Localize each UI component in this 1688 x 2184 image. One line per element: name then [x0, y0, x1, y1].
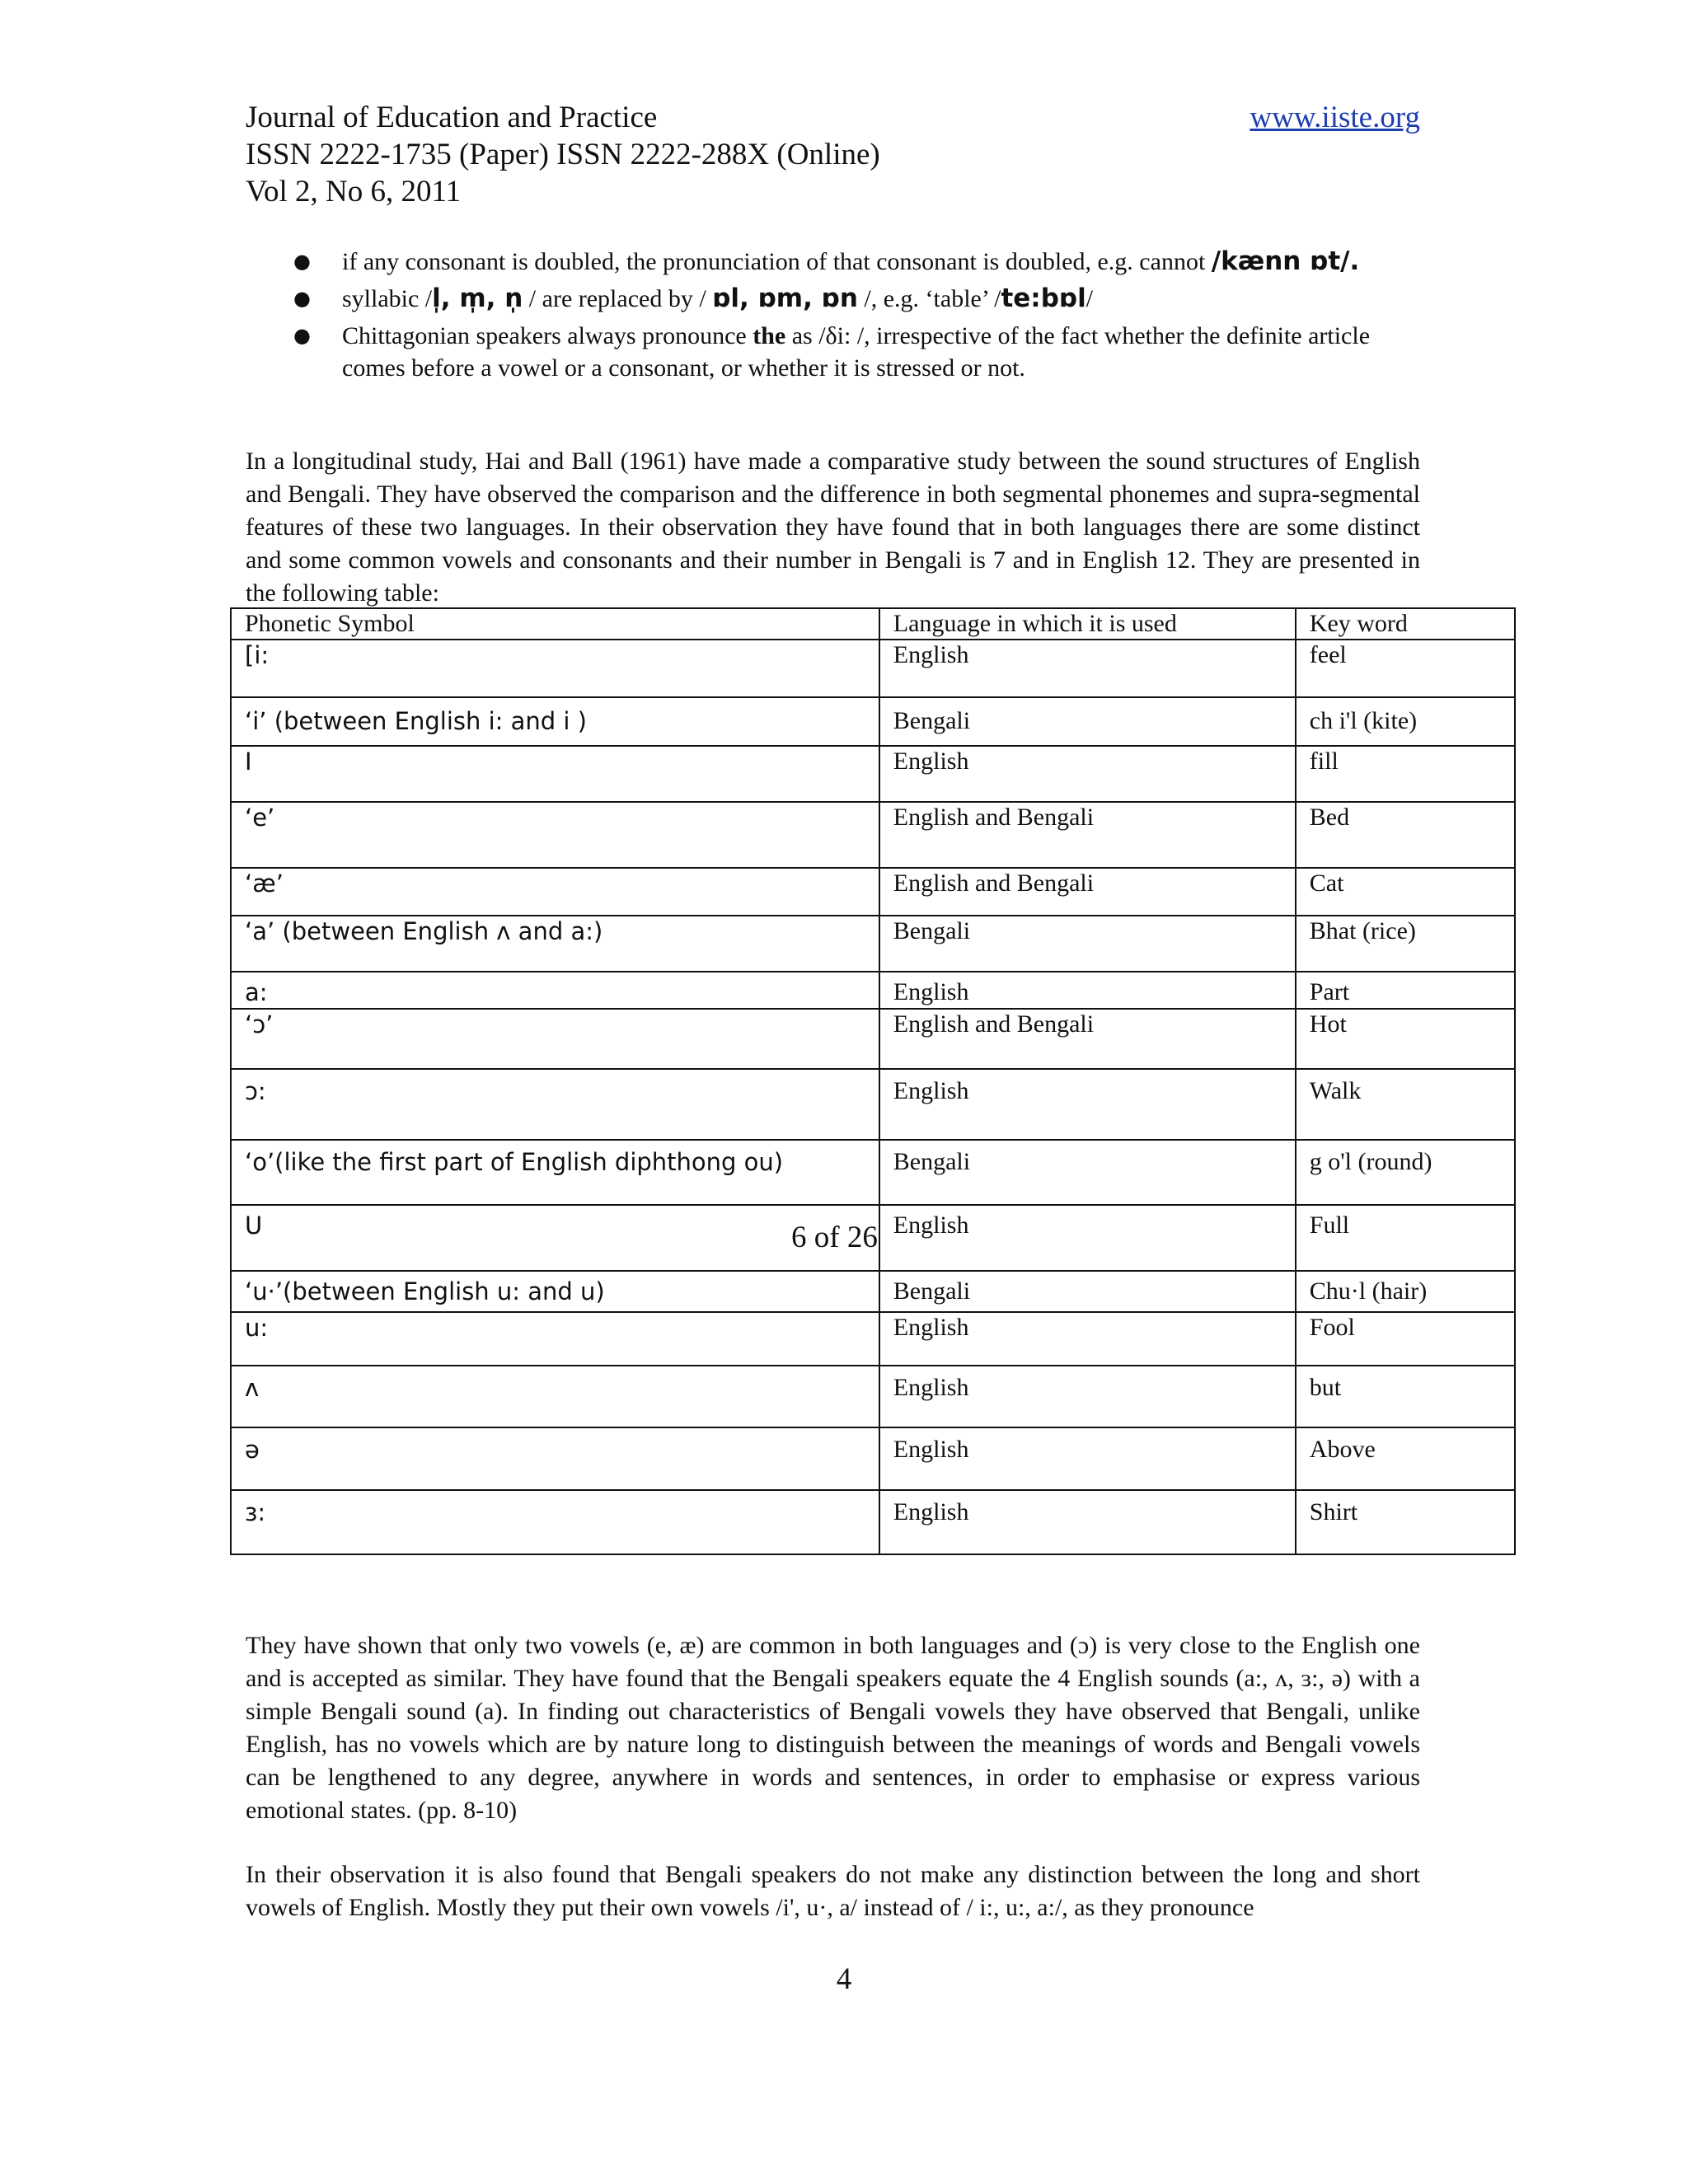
symbol-cell: ‘o’(like the first part of English diphthong ou) [231, 1140, 879, 1205]
symbol-cell: ‘a’ (between English ʌ and a:) [231, 916, 879, 972]
table-row [231, 1490, 1515, 1554]
ipa-replacement-symbols: ɒl, ɒm, ɒn [712, 284, 858, 313]
bullet-text: Chittagonian speakers always pronounce [342, 322, 753, 349]
language-cell: English [879, 640, 1296, 697]
bullet-text: / [1085, 285, 1094, 312]
symbol-cell: ‘ɔ’ [231, 1009, 879, 1069]
header-key-word: Key word [1296, 608, 1515, 640]
keyword-cell: ch i'l (kite) [1296, 697, 1515, 746]
page-counter-overlay: 6 of 26 [791, 1221, 878, 1254]
table-row [231, 1009, 1515, 1069]
bullet-text: as /δi: /, irrespective of the fact whether the definite article comes before a vowel or a consonant, or whether it is stressed or not. [342, 322, 1371, 382]
paragraph-common-vowels: They have shown that only two vowels (e, æ) are common in both languages and (ɔ) is very close to the English one and is accepted as similar. They have found that the Bengali speakers equate the 4 English sounds (a:, ʌ, ɜ:, ə) with a simple Bengali sound (a). In finding out characteristics of Bengali vowels they have observed that Bengali, unlike English, has no vowels which are by nature long to distinguish between the meanings of words and Bengali vowels can be lengthened to any degree, anywhere in words and sentences, in order to emphasise or express various emotional states. (pp. 8-10) [246, 1632, 1420, 1824]
symbol-cell: ‘i’ (between English i: and i ) [231, 697, 879, 746]
symbol-cell: ə [231, 1427, 879, 1490]
journal-title: Journal of Education and Practice [246, 101, 658, 134]
symbol-cell: u: [231, 1312, 879, 1366]
keyword-cell: Chu·l (hair) [1296, 1271, 1515, 1312]
table-row [231, 1366, 1515, 1427]
table-row [231, 1271, 1515, 1312]
bullet-text: syllabic / [342, 285, 433, 312]
symbol-cell: ‘u·’(between English u: and u) [231, 1271, 879, 1312]
keyword-cell: Part [1296, 972, 1515, 1009]
language-cell: Bengali [879, 1271, 1296, 1312]
bullet-icon: ● [293, 287, 311, 310]
bold-word: the [753, 322, 786, 349]
symbol-cell: I [231, 746, 879, 802]
language-cell: English [879, 1205, 1296, 1271]
keyword-cell: Bed [1296, 802, 1515, 868]
keyword-cell: Full [1296, 1205, 1515, 1271]
symbol-cell: ‘æ’ [231, 868, 879, 916]
symbol-cell: ‘e’ [231, 802, 879, 868]
bullet-item-doubled-consonant [246, 246, 1420, 278]
language-cell: English [879, 1312, 1296, 1366]
keyword-cell: Bhat (rice) [1296, 916, 1515, 972]
header-phonetic-symbol: Phonetic Symbol [231, 608, 879, 640]
table-row [231, 746, 1515, 802]
symbol-cell: ʌ [231, 1366, 879, 1427]
table-row [231, 868, 1515, 916]
language-cell: English [879, 1427, 1296, 1490]
keyword-cell: fill [1296, 746, 1515, 802]
bullet-item-syllabic [246, 283, 1420, 315]
table-row [231, 972, 1515, 1009]
table-row [231, 1312, 1515, 1366]
table-row [231, 640, 1515, 697]
language-cell: Bengali [879, 1140, 1296, 1205]
vowel-comparison-table [230, 607, 1516, 1555]
keyword-cell: Above [1296, 1427, 1515, 1490]
paragraph-long-short-vowels: In their observation it is also found that Bengali speakers do not make any distinction between the long and short vowels of English. Mostly they put their own vowels /i', u·, a/ instead of / i:, u:, a:/, as they pronounce [246, 1861, 1420, 1921]
table-row [231, 1140, 1515, 1205]
volume-line: Vol 2, No 6, 2011 [246, 175, 462, 209]
language-cell: Bengali [879, 697, 1296, 746]
bullet-list [246, 246, 1420, 389]
keyword-cell: Walk [1296, 1069, 1515, 1140]
keyword-cell: Fool [1296, 1312, 1515, 1366]
keyword-cell: but [1296, 1366, 1515, 1427]
table-row [231, 697, 1515, 746]
bullet-text: / are replaced by / [523, 285, 713, 312]
language-cell: English and Bengali [879, 1009, 1296, 1069]
symbol-cell: U [231, 1205, 879, 1271]
language-cell: English [879, 972, 1296, 1009]
ipa-table-example: te:bɒl [1001, 284, 1086, 313]
paragraph-intro: In a longitudinal study, Hai and Ball (1961) have made a comparative study between the sound structures of English and Bengali. They have observed the comparison and the difference in both segmental phonemes and supra-segmental features of these two languages. In their observation they have found that in both languages there are some distinct and some common vowels and consonants and their number in Bengali is 7 and in English 12. They are presented in the following table: [246, 448, 1420, 607]
ipa-syllabic-symbols: l̩, m̩, n̩ [432, 284, 523, 313]
bullet-text: if any consonant is doubled, the pronunciation of that consonant is doubled, e.g. cannot [342, 248, 1206, 275]
language-cell: English [879, 1490, 1296, 1554]
table-row [231, 1069, 1515, 1140]
symbol-cell: ɜ: [231, 1490, 879, 1554]
keyword-cell: Cat [1296, 868, 1515, 916]
keyword-cell: feel [1296, 640, 1515, 697]
language-cell: English and Bengali [879, 868, 1296, 916]
language-cell: English [879, 1069, 1296, 1140]
journal-website-link[interactable]: www.iiste.org [1250, 101, 1420, 134]
bullet-icon: ● [293, 324, 311, 347]
header-language: Language in which it is used [879, 608, 1296, 640]
table-header-row [231, 608, 1515, 640]
table-row [231, 802, 1515, 868]
ipa-transcription: /kænn ɒt/. [1211, 246, 1360, 276]
symbol-cell: a: [231, 972, 879, 1009]
page-number: 4 [836, 1962, 852, 1996]
language-cell: Bengali [879, 916, 1296, 972]
table-row [231, 916, 1515, 972]
language-cell: English and Bengali [879, 802, 1296, 868]
keyword-cell: Hot [1296, 1009, 1515, 1069]
bullet-text: /, e.g. ‘table’ / [857, 285, 1001, 312]
symbol-cell: [i: [231, 640, 879, 697]
bullet-item-chittagonian [246, 320, 1420, 384]
keyword-cell: Shirt [1296, 1490, 1515, 1554]
keyword-cell: g o'l (round) [1296, 1140, 1515, 1205]
language-cell: English [879, 746, 1296, 802]
bullet-icon: ● [293, 250, 311, 273]
symbol-cell: ɔ: [231, 1069, 879, 1140]
language-cell: English [879, 1366, 1296, 1427]
issn-line: ISSN 2222-1735 (Paper) ISSN 2222-288X (Online) [246, 138, 880, 171]
table-row [231, 1427, 1515, 1490]
